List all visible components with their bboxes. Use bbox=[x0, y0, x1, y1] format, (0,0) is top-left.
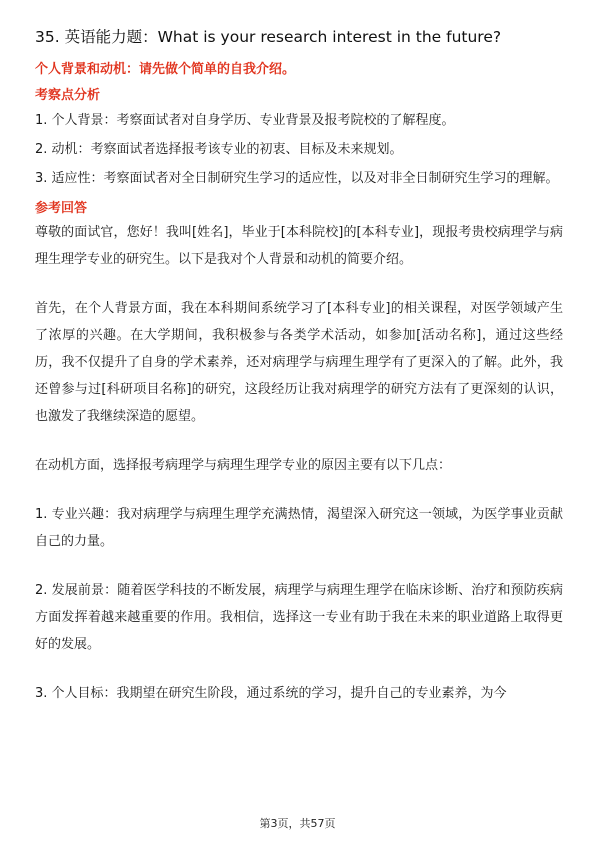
answer-paragraph: 尊敬的面试官，您好！我叫[姓名]，毕业于[本科院校]的[本科专业]，现报考贵校病理学与病理生理学专业的研究生。以下是我对个人背景和动机的简要介绍。 bbox=[35, 225, 563, 267]
analysis-item: 2. 动机：考察面试者选择报考该专业的初衷、目标及未来规划。 bbox=[35, 142, 403, 157]
page-footer: 第3页，共57页 bbox=[259, 817, 336, 830]
question-title: 35. 英语能力题：What is your research interest in the future? bbox=[35, 28, 502, 46]
answer-list-item: 1. 专业兴趣：我对病理学与病理生理学充满热情，渴望深入研究这一领域，为医学事业贡献自己的力量。 bbox=[35, 507, 563, 549]
answer-list-item: 3. 个人目标：我期望在研究生阶段，通过系统的学习，提升自己的专业素养，为今 bbox=[35, 686, 507, 701]
analysis-item: 3. 适应性：考察面试者对全日制研究生学习的适应性，以及对非全日制研究生学习的理解。 bbox=[35, 171, 559, 186]
answer-heading: 参考回答 bbox=[35, 201, 88, 216]
analysis-heading: 考察点分析 bbox=[35, 88, 101, 103]
answer-paragraph: 首先，在个人背景方面，我在本科期间系统学习了[本科专业]的相关课程，对医学领域产生了浓厚的兴趣。在大学期间，我积极参与各类学术活动，如参加[活动名称]，通过这些经历，我不仅提升了自身的学术素养，还对病理学与病理生理学有了更深入的了解。此外，我还曾参与过[科研项目名称]的研究，这段经历让我对病理学的研究方法有了更深刻的认识，也激发了我继续深造的愿望。 bbox=[35, 301, 563, 424]
page-content bbox=[35, 26, 563, 707]
answer-paragraph: 在动机方面，选择报考病理学与病理生理学专业的原因主要有以下几点： bbox=[35, 458, 452, 473]
question-subheading: 个人背景和动机：请先做个简单的自我介绍。 bbox=[35, 62, 296, 77]
analysis-list bbox=[35, 106, 563, 193]
analysis-item: 1. 个人背景：考察面试者对自身学历、专业背景及报考院校的了解程度。 bbox=[35, 113, 455, 128]
answer-list-item: 2. 发展前景：随着医学科技的不断发展，病理学与病理生理学在临床诊断、治疗和预防疾病方面发挥着越来越重要的作用。我相信，选择这一专业有助于我在未来的职业道路上取得更好的发展。 bbox=[35, 583, 563, 652]
